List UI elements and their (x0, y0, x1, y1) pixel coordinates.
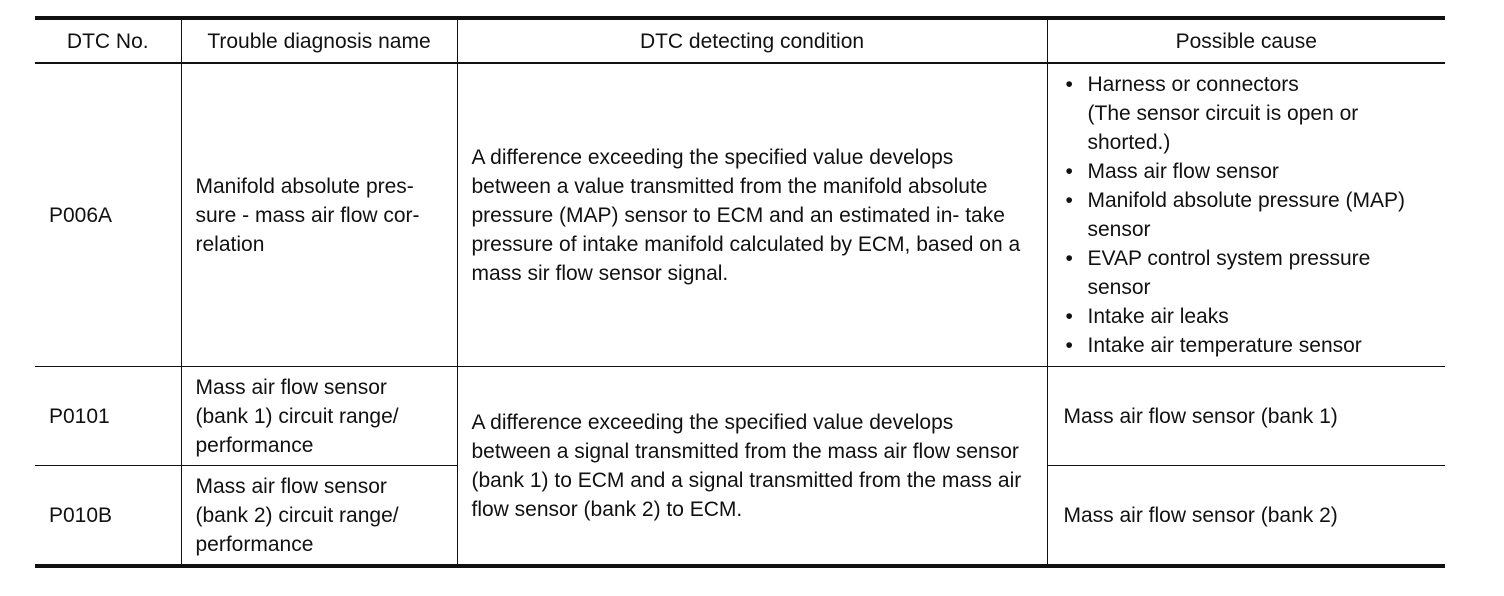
dtc-code: P010B (35, 466, 181, 567)
possible-cause-cell (1047, 63, 1445, 367)
cause-list (1064, 70, 1432, 360)
cause-item (1064, 157, 1432, 186)
possible-cause: Mass air flow sensor (bank 2) (1047, 466, 1445, 567)
dtc-table (35, 16, 1445, 568)
dtc-code: P006A (35, 63, 181, 367)
cause-item-text: Harness or connectors (1087, 73, 1299, 96)
cause-item (1064, 331, 1432, 360)
possible-cause: Mass air flow sensor (bank 1) (1047, 367, 1445, 466)
diagnosis-name: Manifold absolute pres- sure - mass air flow cor- relation (181, 63, 457, 367)
header-dtc-no: DTC No. (35, 18, 181, 63)
cause-item-text: EVAP control system pressure sensor (1087, 247, 1371, 299)
cause-item-note: (The sensor circuit is open or shorted.) (1087, 102, 1359, 154)
cause-item-text: Intake air leaks (1087, 305, 1229, 328)
detecting-condition: A difference exceeding the specified value develops between a signal transmitted from the mass air flow sensor (bank 1) to ECM and a signal transmitted from the mass air flow sensor (bank 2) to ECM. (457, 367, 1047, 567)
diagnosis-name: Mass air flow sensor (bank 1) circuit range/ performance (181, 367, 457, 466)
detecting-condition: A difference exceeding the specified value develops between a value transmitted from the manifold absolute pressure (MAP) sensor to ECM and an estimated in- take pressure of intake manifold calculated by ECM, based on a mass sir flow sensor signal. (457, 63, 1047, 367)
cause-item-text: Manifold absolute pressure (MAP) sensor (1087, 189, 1405, 241)
diagnosis-name: Mass air flow sensor (bank 2) circuit range/ performance (181, 466, 457, 567)
table-row (35, 367, 1445, 466)
cause-item (1064, 186, 1432, 244)
cause-item-text: Mass air flow sensor (1087, 160, 1279, 183)
cause-item (1064, 302, 1432, 331)
dtc-code: P0101 (35, 367, 181, 466)
header-detecting-condition: DTC detecting condition (457, 18, 1047, 63)
header-row (35, 18, 1445, 63)
cause-item (1064, 244, 1432, 302)
cause-item (1064, 70, 1432, 157)
header-possible-cause: Possible cause (1047, 18, 1445, 63)
table-row (35, 63, 1445, 367)
cause-item-text: Intake air temperature sensor (1087, 334, 1362, 357)
header-trouble-diagnosis-name: Trouble diagnosis name (181, 18, 457, 63)
